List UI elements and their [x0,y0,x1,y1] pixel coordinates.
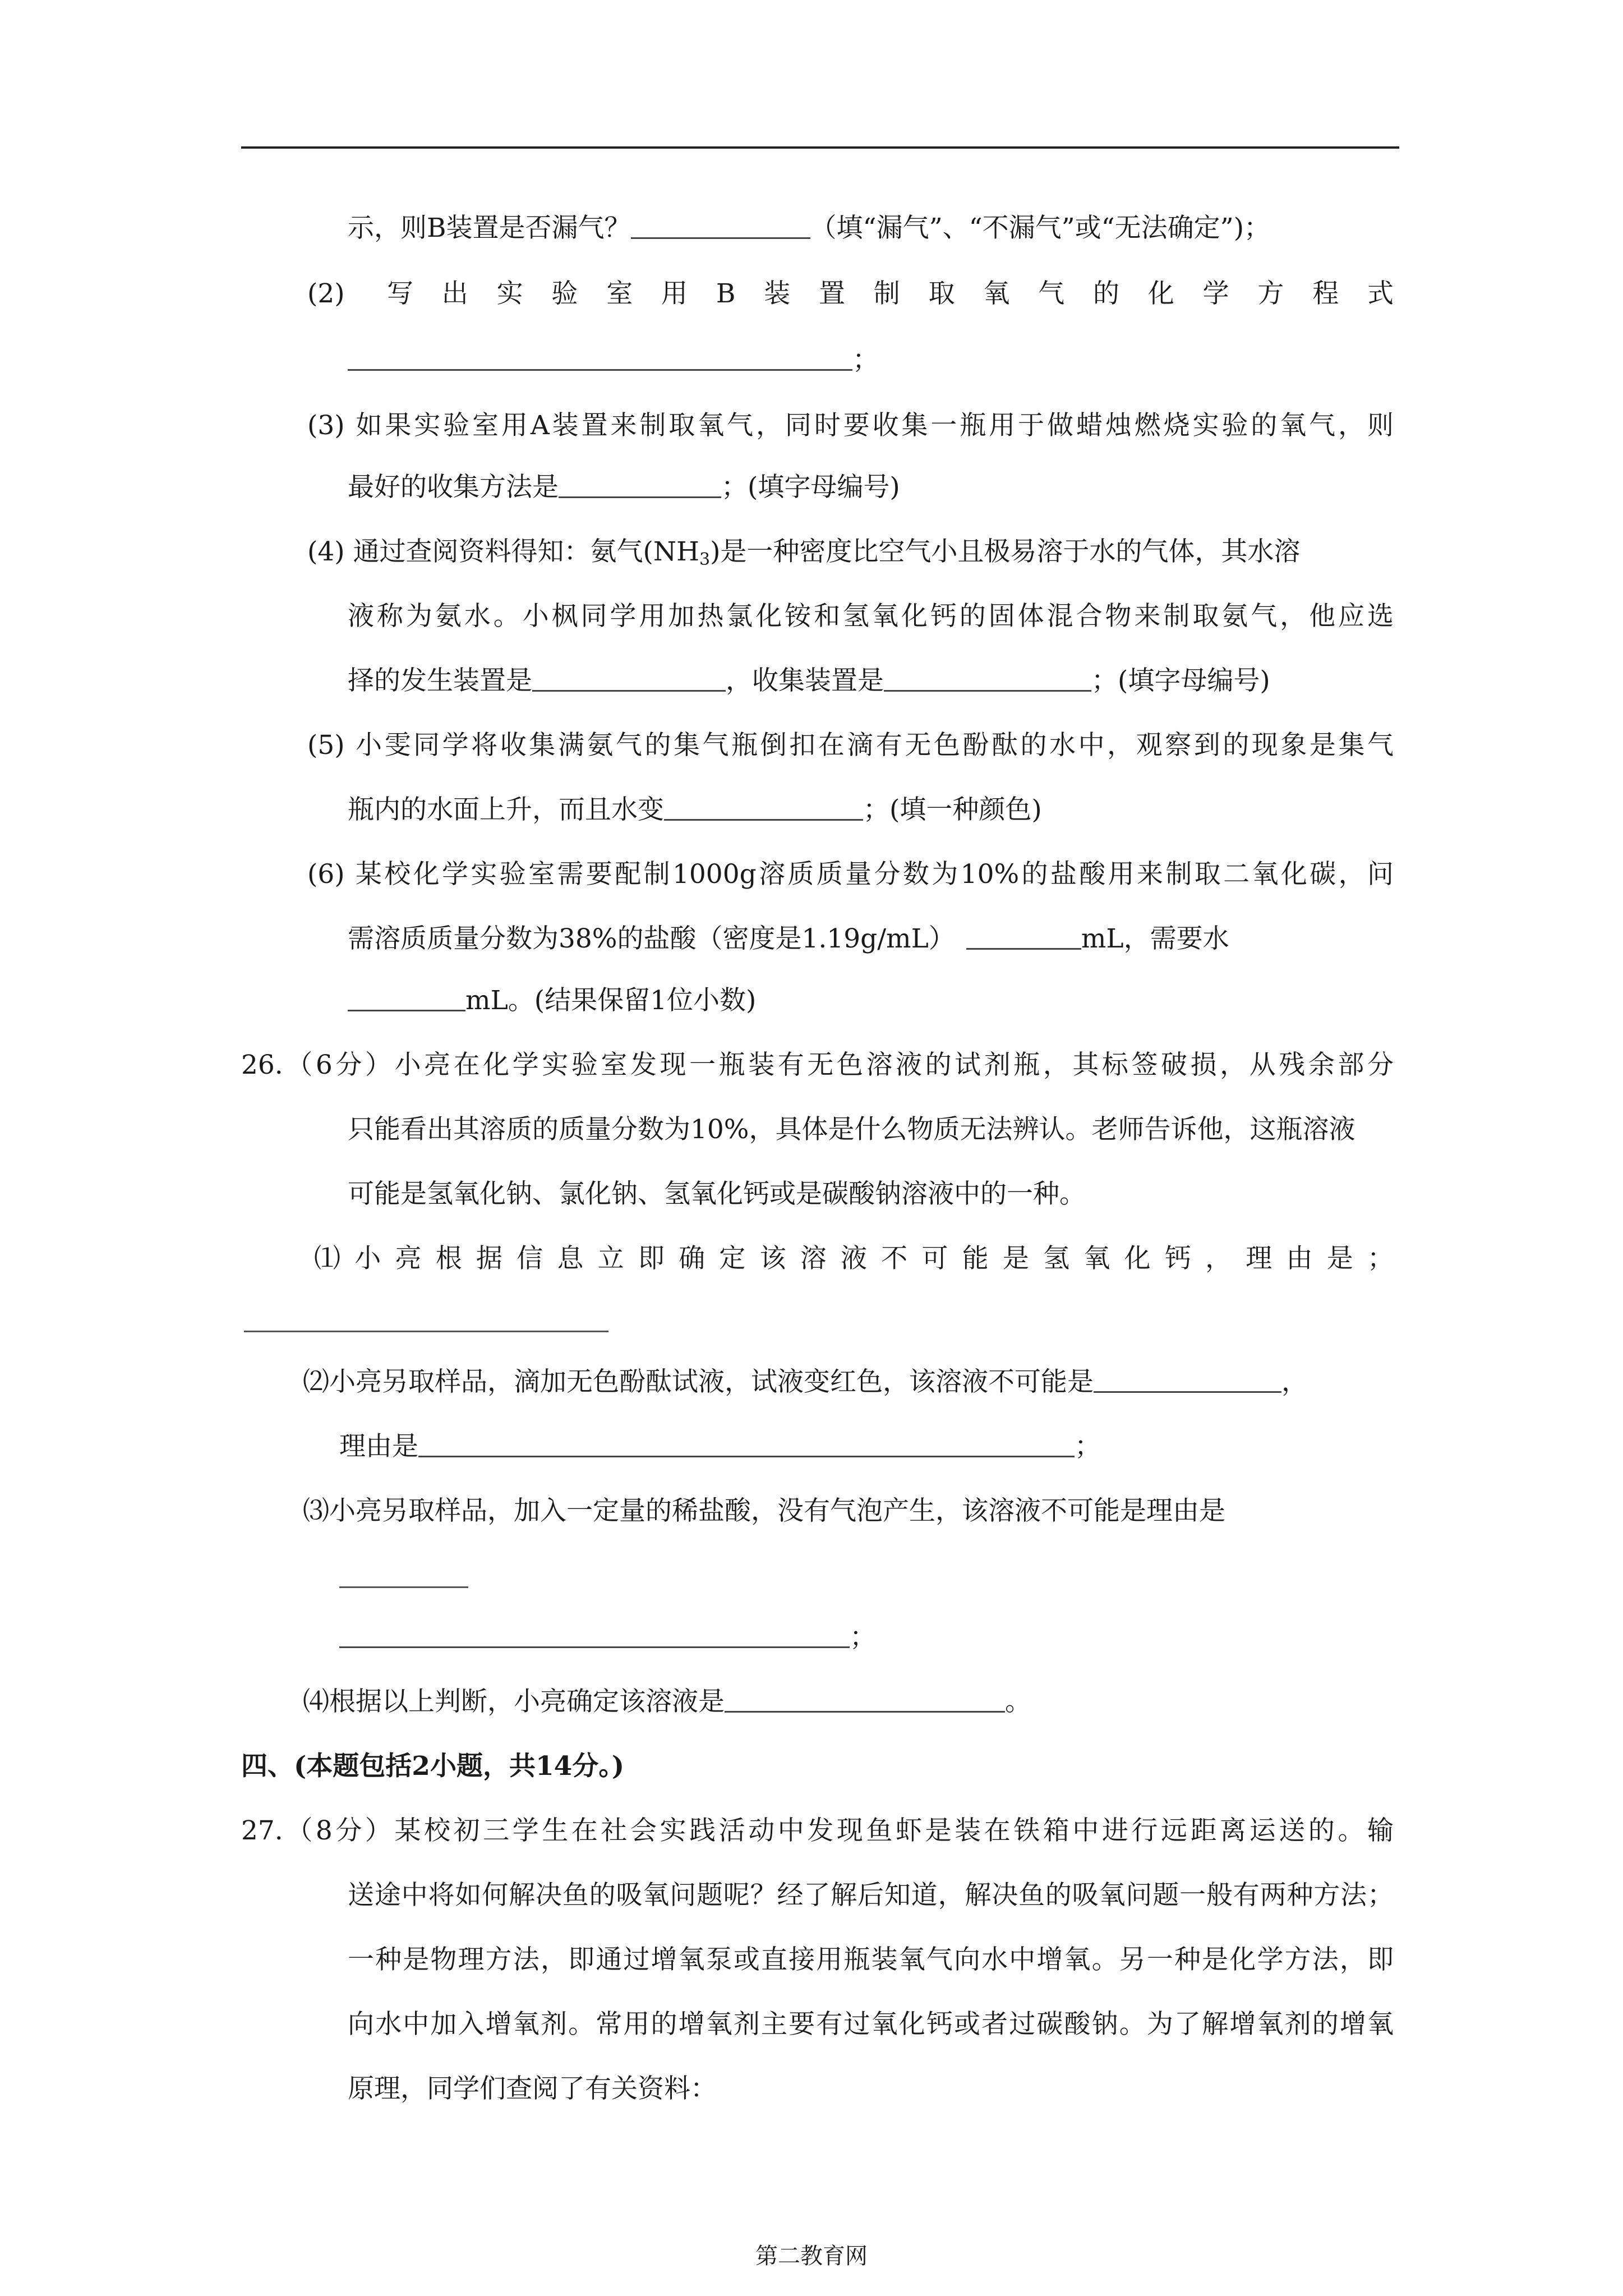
text: 瓶内的水面上升，而且水变 [348,794,664,825]
q2-text: 写出实验室用B装置制取氧气的化学方程式 [387,278,1394,309]
answer-blank[interactable] [664,798,863,821]
text: ； [1075,1431,1101,1462]
subscript: 3 [699,550,711,569]
text: ⑷根据以上判断，小亮确定该溶液是 [303,1686,725,1717]
q26-sub3-line-2 [339,1622,876,1653]
answer-blank[interactable] [1094,1370,1281,1393]
text: ⑵小亮另取样品，滴加无色酚酞试液，试液变红色，该溶液不可能是 [303,1366,1094,1397]
q26-line-2: 只能看出其溶质的质量分数为10%，具体是什么物质无法辨认。老师告诉他，这瓶溶液 [348,1114,1355,1145]
text: ；(填一种颜色) [863,794,1042,825]
q27-line-1: 27.（8分）某校初三学生在社会实践活动中发现鱼虾是装在铁箱中进行远距离运送的。输 [241,1815,1394,1846]
text: (4) 通过查阅资料得知：氨气(NH [307,536,699,567]
text: ； [852,344,879,375]
text: mL，需要水 [1081,923,1229,954]
text: 示，则B装置是否漏气？ [348,213,631,243]
q3-line-2 [348,472,900,503]
text: mL。(结果保留1位小数) [465,985,757,1016]
q27-line-2: 送途中将如何解决鱼的吸氧问题呢？经了解后知道，解决鱼的吸氧问题一般有两种方法； [348,1880,1394,1911]
answer-blank[interactable] [631,216,810,239]
answer-blank[interactable] [348,348,852,371]
section-4-heading: 四、(本题包括2小题，共14分。) [241,1751,625,1782]
q5-line-2 [348,794,1042,825]
page-footer: 第二教育网 [755,2243,868,2269]
q26-sub3: ⑶小亮另取样品，加入一定量的稀盐酸，没有气泡产生，该溶液不可能是理由是 [303,1496,1225,1526]
line-q2b [348,344,879,375]
header-rule [241,146,1399,149]
answer-blank[interactable] [725,1690,1005,1713]
q4-line-3 [348,665,1270,696]
text: （填“漏气”、“不漏气”或“无法确定”)； [810,213,1271,243]
answer-line[interactable] [339,1586,468,1588]
q3-line-1: (3) 如果实验室用A装置来制取氧气，同时要收集一瓶用于做蜡烛燃烧实验的氧气，则 [307,410,1394,441]
q26-sub2-line-1 [303,1366,1308,1397]
text: 。 [1005,1686,1031,1717]
q26-line-1: 26.（6分）小亮在化学实验室发现一瓶装有无色溶液的试剂瓶，其标签破损，从残余部分 [241,1050,1394,1080]
q26-sub4 [303,1688,1031,1715]
q27-line-3: 一种是物理方法，即通过增氧泵或直接用瓶装氧气向水中增氧。另一种是化学方法，即 [348,1944,1394,1975]
answer-blank[interactable] [884,669,1091,692]
text: )是一种密度比空气小且极易溶于水的气体，其水溶 [710,536,1301,567]
line-1 [348,215,1270,241]
q27-line-5: 原理，同学们查阅了有关资料： [348,2073,717,2104]
answer-blank[interactable] [559,475,721,498]
q26-line-3: 可能是氢氧化钠、氯化钠、氢氧化钙或是碳酸钠溶液中的一种。 [348,1179,1086,1209]
q2-number: (2) [307,278,345,309]
q6-line-1: (6) 某校化学实验室需要配制1000g溶质质量分数为10%的盐酸用来制取二氧化碳，问 [307,859,1394,890]
q26-sub2-line-2 [339,1433,1101,1460]
text: 理由是 [339,1431,418,1462]
text: ，收集装置是 [726,665,884,696]
q26-sub1: ⑴小亮根据信息立即确定该溶液不可能是氢氧化钙，理由是； [314,1243,1394,1274]
answer-blank[interactable] [532,669,726,692]
q27-line-4: 向水中加入增氧剂。常用的增氧剂主要有过氧化钙或者过碳酸钠。为了解增氧剂的增氧 [348,2009,1394,2040]
answer-blank[interactable] [418,1434,1075,1457]
q5-line-1: (5) 小雯同学将收集满氨气的集气瓶倒扣在滴有无色酚酞的水中，观察到的现象是集气 [307,730,1394,761]
q4-line-2: 液称为氨水。小枫同学用加热氯化铵和氢氧化钙的固体混合物来制取氨气，他应选 [348,601,1394,632]
text: ；(填字母编号) [721,472,900,503]
text: 最好的收集方法是 [348,472,559,503]
q6-line-2 [348,923,1229,954]
q6-line-3 [348,987,756,1014]
text: ； [850,1622,876,1653]
answer-blank[interactable] [339,1625,850,1648]
text: 择的发生装置是 [348,665,532,696]
q4-line-1 [307,536,1301,569]
answer-blank[interactable] [966,927,1081,950]
answer-line[interactable] [244,1331,608,1332]
text: 需溶质质量分数为38%的盐酸（密度是1.19g/mL） [348,923,955,954]
text: ；(填字母编号) [1091,665,1270,696]
text: ， [1281,1366,1308,1397]
answer-blank[interactable] [348,988,465,1011]
